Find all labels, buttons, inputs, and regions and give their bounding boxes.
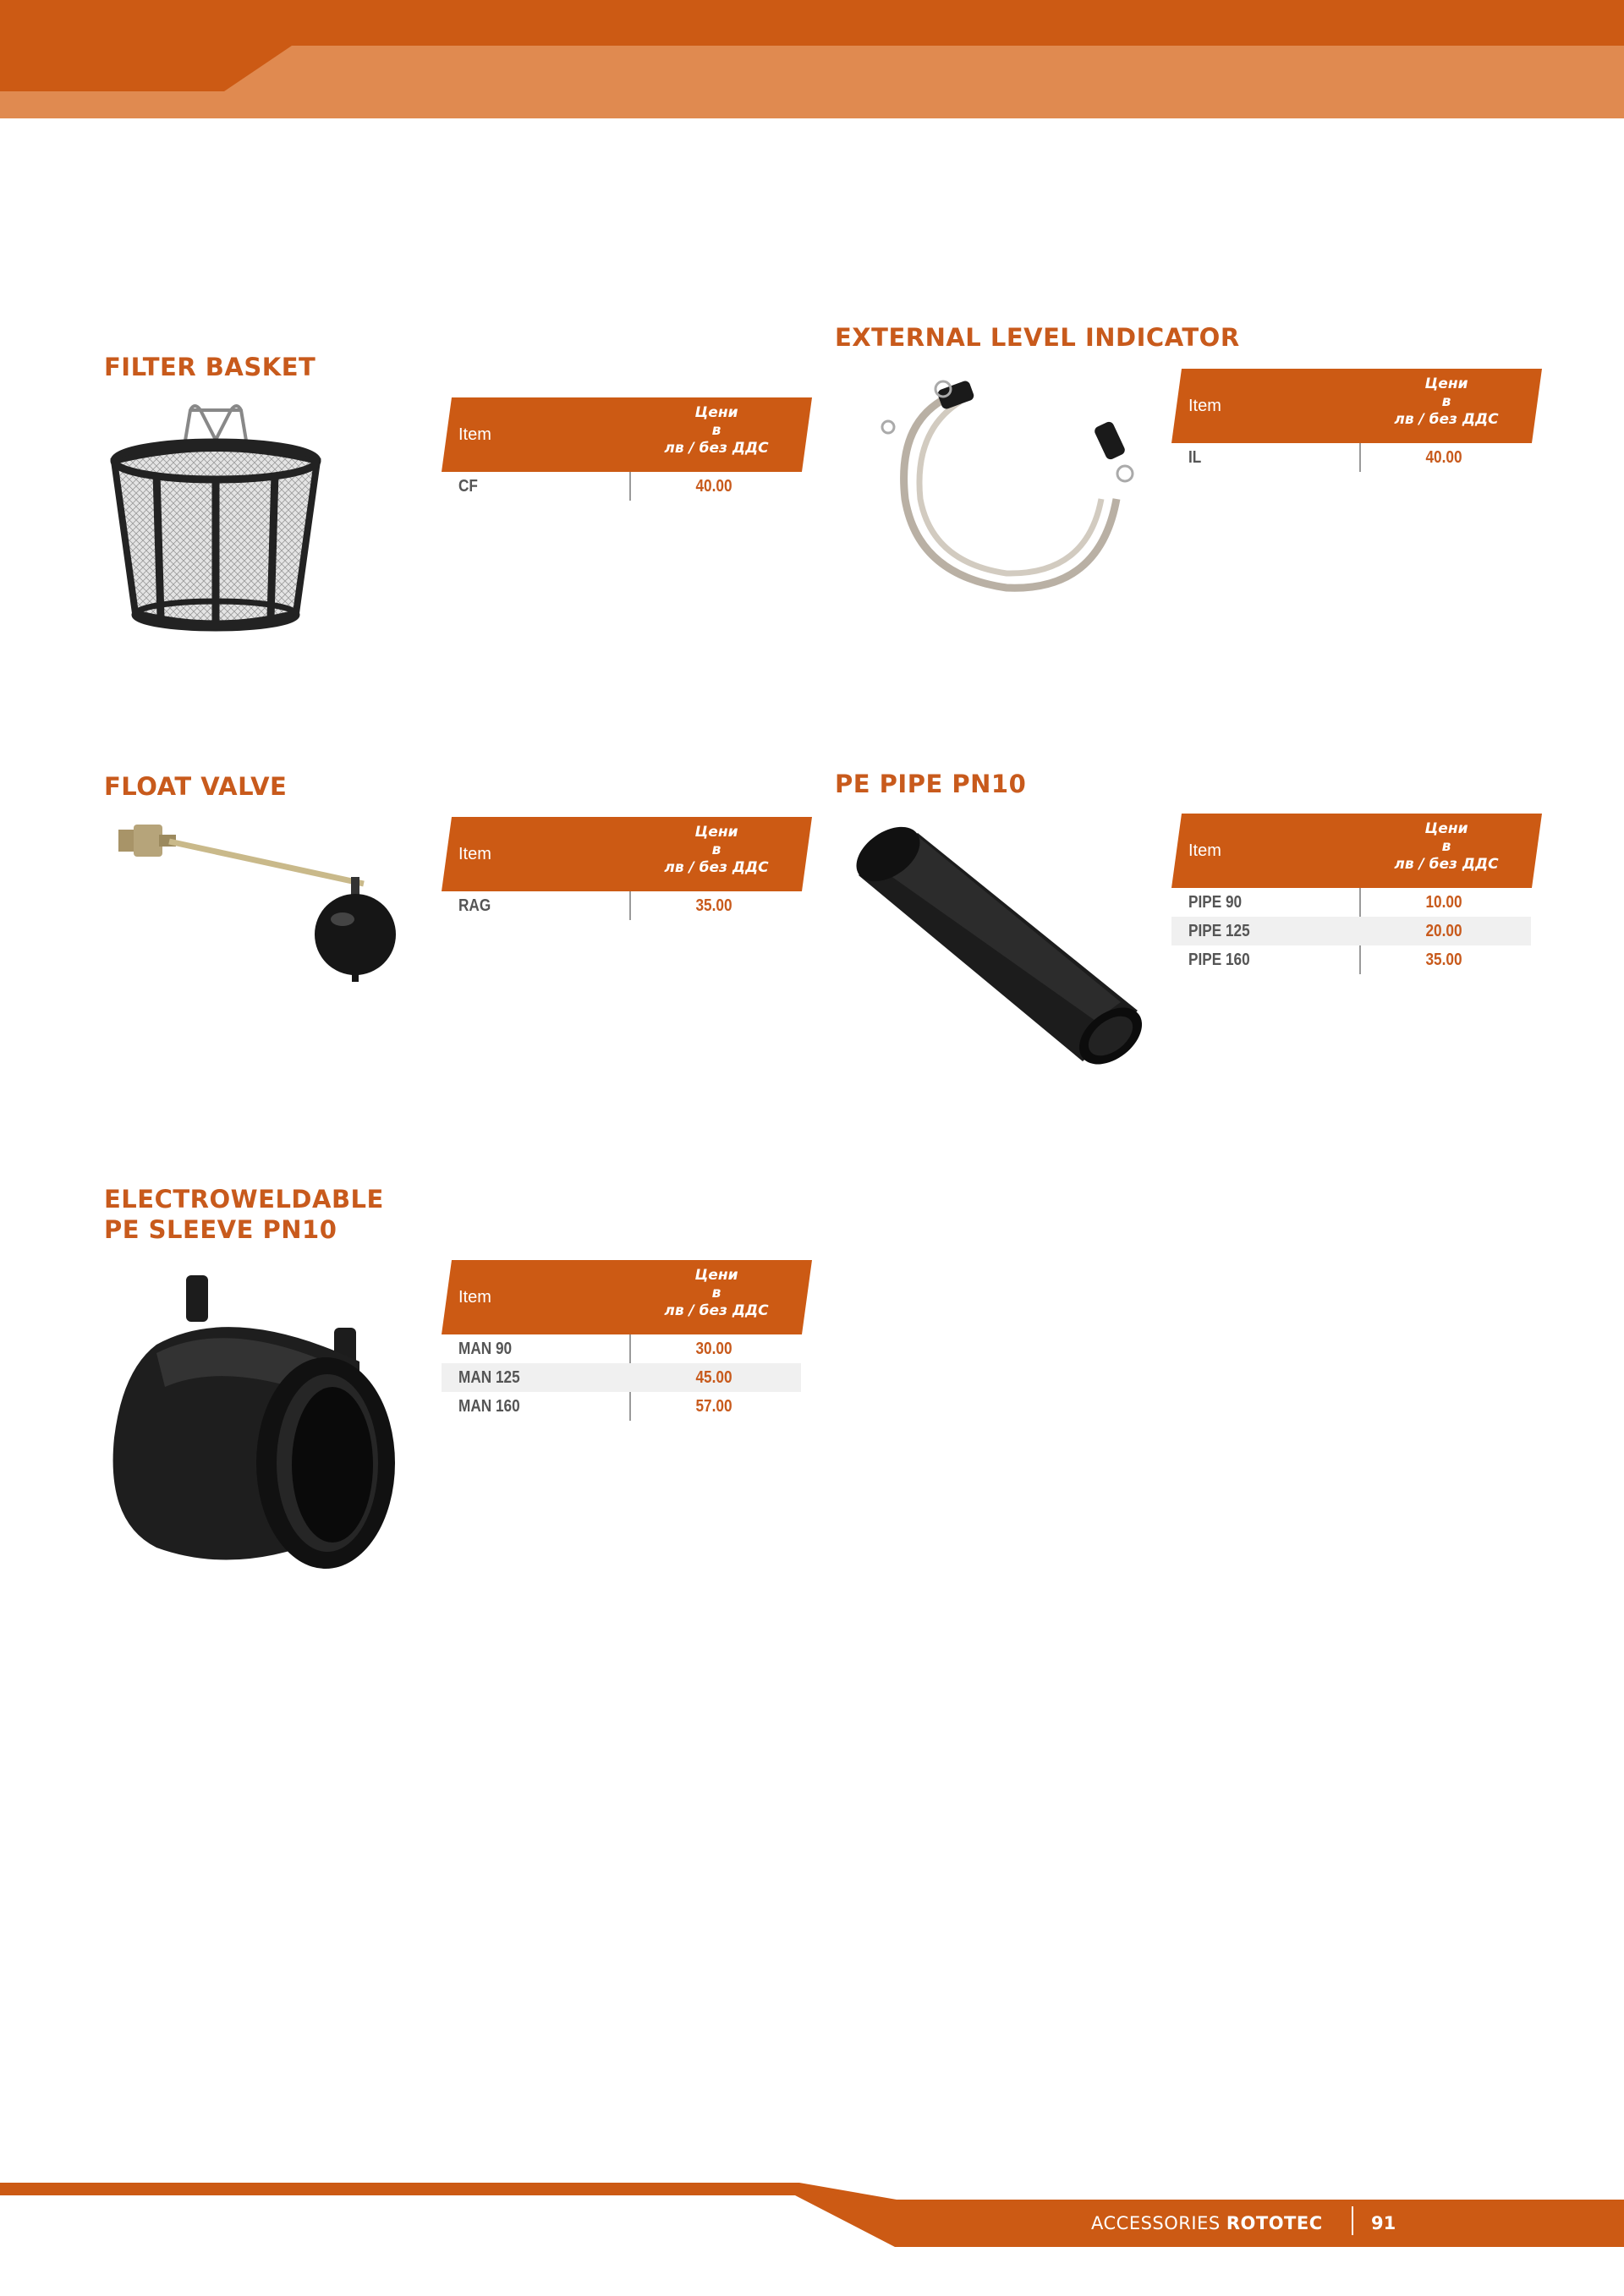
header-item-label: Item <box>458 1288 491 1307</box>
item-price: 35.00 <box>1425 951 1462 969</box>
item-code: PIPE 160 <box>1188 951 1250 969</box>
item-code: IL <box>1188 448 1202 467</box>
float-valve-image <box>110 816 398 985</box>
table-row <box>442 472 801 501</box>
item-price: 45.00 <box>695 1368 732 1387</box>
header-price-label: Цени в лв / без ДДС <box>1394 820 1499 873</box>
item-price: 40.00 <box>695 477 732 496</box>
filter-basket-price-table <box>442 397 812 501</box>
item-price: 57.00 <box>695 1397 732 1416</box>
table-header <box>442 397 812 472</box>
item-code: MAN 160 <box>458 1397 520 1416</box>
table-row <box>1171 945 1531 974</box>
float-valve-price-table <box>442 817 812 920</box>
item-code: PIPE 90 <box>1188 893 1243 912</box>
item-price: 40.00 <box>1425 448 1462 467</box>
sleeve-image <box>106 1269 402 1581</box>
header-item-label: Item <box>1188 841 1221 860</box>
footer-separator <box>1352 2206 1353 2235</box>
header-price-label: Цени в лв / без ДДС <box>664 824 769 876</box>
item-price: 30.00 <box>695 1340 732 1358</box>
filter-basket-title: FILTER BASKET <box>104 353 316 381</box>
sleeve-title-line2: PE SLEEVE PN10 <box>104 1215 337 1244</box>
item-code: RAG <box>458 896 491 915</box>
header-item-label: Item <box>1188 397 1221 415</box>
footer-section-label: ACCESSORIES ROTOTEC <box>1091 2213 1323 2233</box>
sleeve-price-table <box>442 1260 812 1421</box>
item-code: PIPE 125 <box>1188 922 1250 940</box>
table-header <box>1171 369 1542 443</box>
page-number: 91 <box>1371 2213 1396 2233</box>
filter-basket-image <box>106 402 326 634</box>
pe-pipe-image <box>842 825 1146 1070</box>
table-row <box>1171 917 1531 945</box>
header-price-label: Цени в лв / без ДДС <box>664 404 769 457</box>
item-price: 20.00 <box>1425 922 1462 940</box>
item-price: 10.00 <box>1425 893 1462 912</box>
header-band <box>0 0 1624 118</box>
external-level-indicator-price-table <box>1171 369 1542 472</box>
table-row <box>442 1392 801 1421</box>
item-code: MAN 90 <box>458 1340 513 1358</box>
float-valve-title: FLOAT VALVE <box>104 772 288 801</box>
table-row <box>1171 443 1531 472</box>
header-item-label: Item <box>458 425 491 444</box>
item-code: CF <box>458 477 478 496</box>
header-price-label: Цени в лв / без ДДС <box>1394 375 1499 428</box>
external-level-indicator-title: EXTERNAL LEVEL INDICATOR <box>835 323 1240 352</box>
pe-pipe-price-table <box>1171 814 1542 974</box>
pe-pipe-title: PE PIPE PN10 <box>835 770 1027 798</box>
header-item-label: Item <box>458 845 491 863</box>
table-header <box>1171 814 1542 888</box>
table-row <box>1171 888 1531 917</box>
table-header <box>442 1260 812 1334</box>
external-level-indicator-image <box>880 372 1150 600</box>
footer-brand: ROTOTEC <box>1226 2213 1323 2233</box>
table-row <box>442 1363 801 1392</box>
item-price: 35.00 <box>695 896 732 915</box>
table-header <box>442 817 812 891</box>
sleeve-title-line1: ELECTROWELDABLE <box>104 1185 384 1214</box>
table-row <box>442 891 801 920</box>
header-price-label: Цени в лв / без ДДС <box>664 1267 769 1319</box>
item-code: MAN 125 <box>458 1368 520 1387</box>
table-row <box>442 1334 801 1363</box>
sleeve-title <box>104 1184 384 1245</box>
